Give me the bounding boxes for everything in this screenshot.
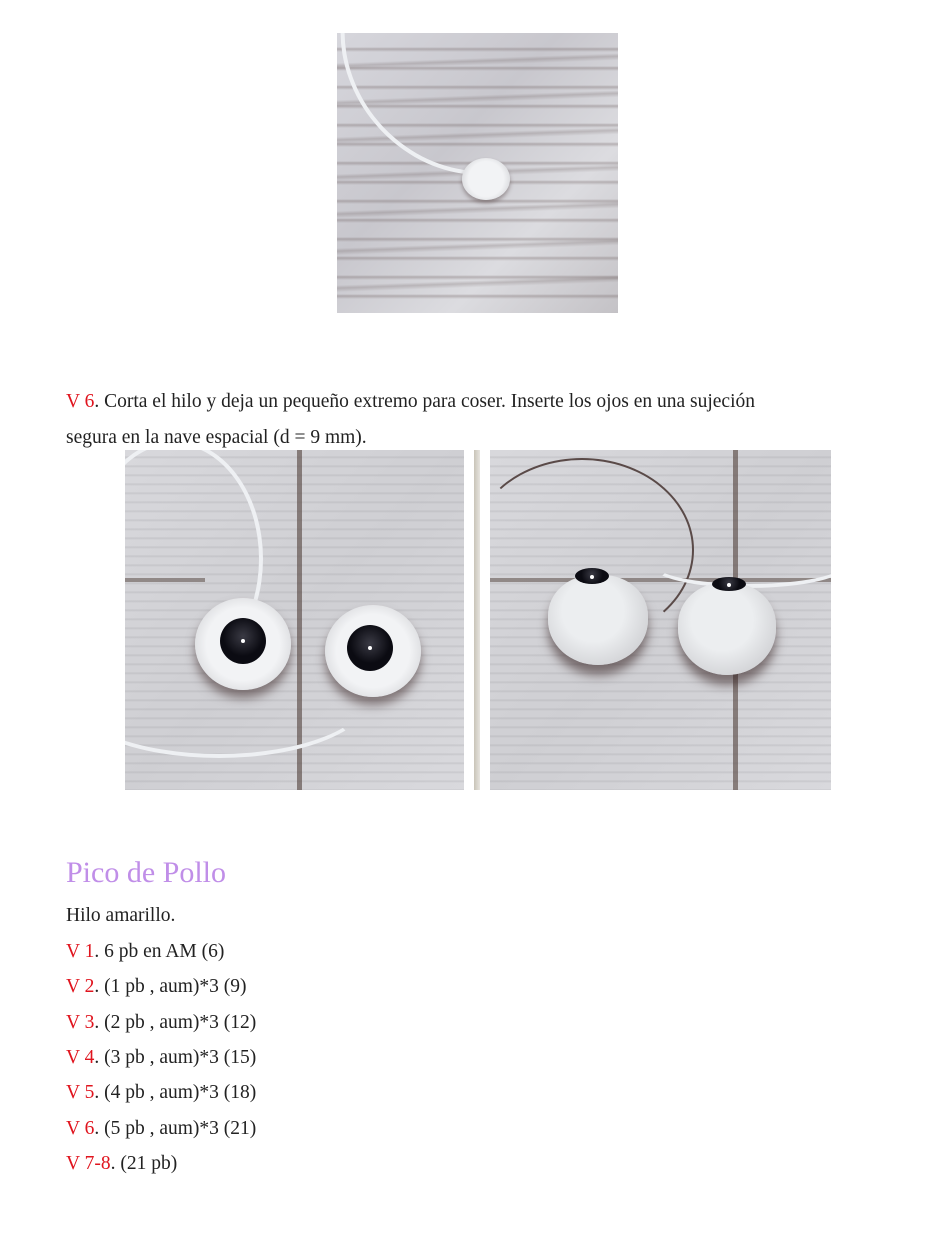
row-text: . (2 pb , aum)*3 (12) bbox=[94, 1012, 257, 1033]
row-text: segura en la nave espacial (d = 9 mm). bbox=[66, 427, 367, 448]
row-text: . (3 pb , aum)*3 (15) bbox=[94, 1047, 257, 1068]
row-label: V 6 bbox=[66, 1118, 95, 1139]
photo-crochet-circle bbox=[337, 33, 618, 313]
row-label: V 1 bbox=[66, 941, 95, 962]
pattern-row bbox=[66, 1153, 177, 1175]
section-title: Pico de Pollo bbox=[66, 856, 227, 889]
row-text: . (5 pb , aum)*3 (21) bbox=[94, 1118, 257, 1139]
pattern-row bbox=[66, 976, 247, 998]
crochet-circle bbox=[462, 158, 510, 200]
step-v6-paragraph bbox=[66, 384, 755, 420]
row-label: V 3 bbox=[66, 1012, 95, 1033]
pattern-row bbox=[66, 1047, 256, 1069]
eye-back-pupil-left bbox=[575, 568, 609, 584]
row-label: V 7-8 bbox=[66, 1153, 111, 1174]
eye-back-left bbox=[548, 575, 648, 665]
section-subtitle: Hilo amarillo. bbox=[66, 905, 176, 926]
photo-divider bbox=[474, 450, 480, 790]
row-label: V 5 bbox=[66, 1082, 95, 1103]
photo-eyes-front bbox=[125, 450, 464, 790]
row-label: V 2 bbox=[66, 976, 95, 997]
row-text: . (4 pb , aum)*3 (18) bbox=[94, 1082, 257, 1103]
row-text: . Corta el hilo y deja un pequeño extremo para coser. Inserte los ojos en una sujeción bbox=[94, 391, 755, 412]
row-text: . (1 pb , aum)*3 (9) bbox=[94, 976, 247, 997]
eye-pupil-left bbox=[220, 618, 266, 664]
row-text: . (21 pb) bbox=[110, 1153, 178, 1174]
row-text: . 6 pb en AM (6) bbox=[94, 941, 225, 962]
eye-back-pupil-right bbox=[712, 577, 746, 591]
pattern-row bbox=[66, 941, 224, 963]
eye-back-right bbox=[678, 583, 776, 675]
photo-eyes-back bbox=[490, 450, 831, 790]
pattern-row bbox=[66, 1082, 256, 1104]
row-label: V 6 bbox=[66, 391, 95, 412]
eye-pupil-right bbox=[347, 625, 393, 671]
pattern-row bbox=[66, 1118, 256, 1140]
pattern-row bbox=[66, 1012, 256, 1034]
row-label: V 4 bbox=[66, 1047, 95, 1068]
